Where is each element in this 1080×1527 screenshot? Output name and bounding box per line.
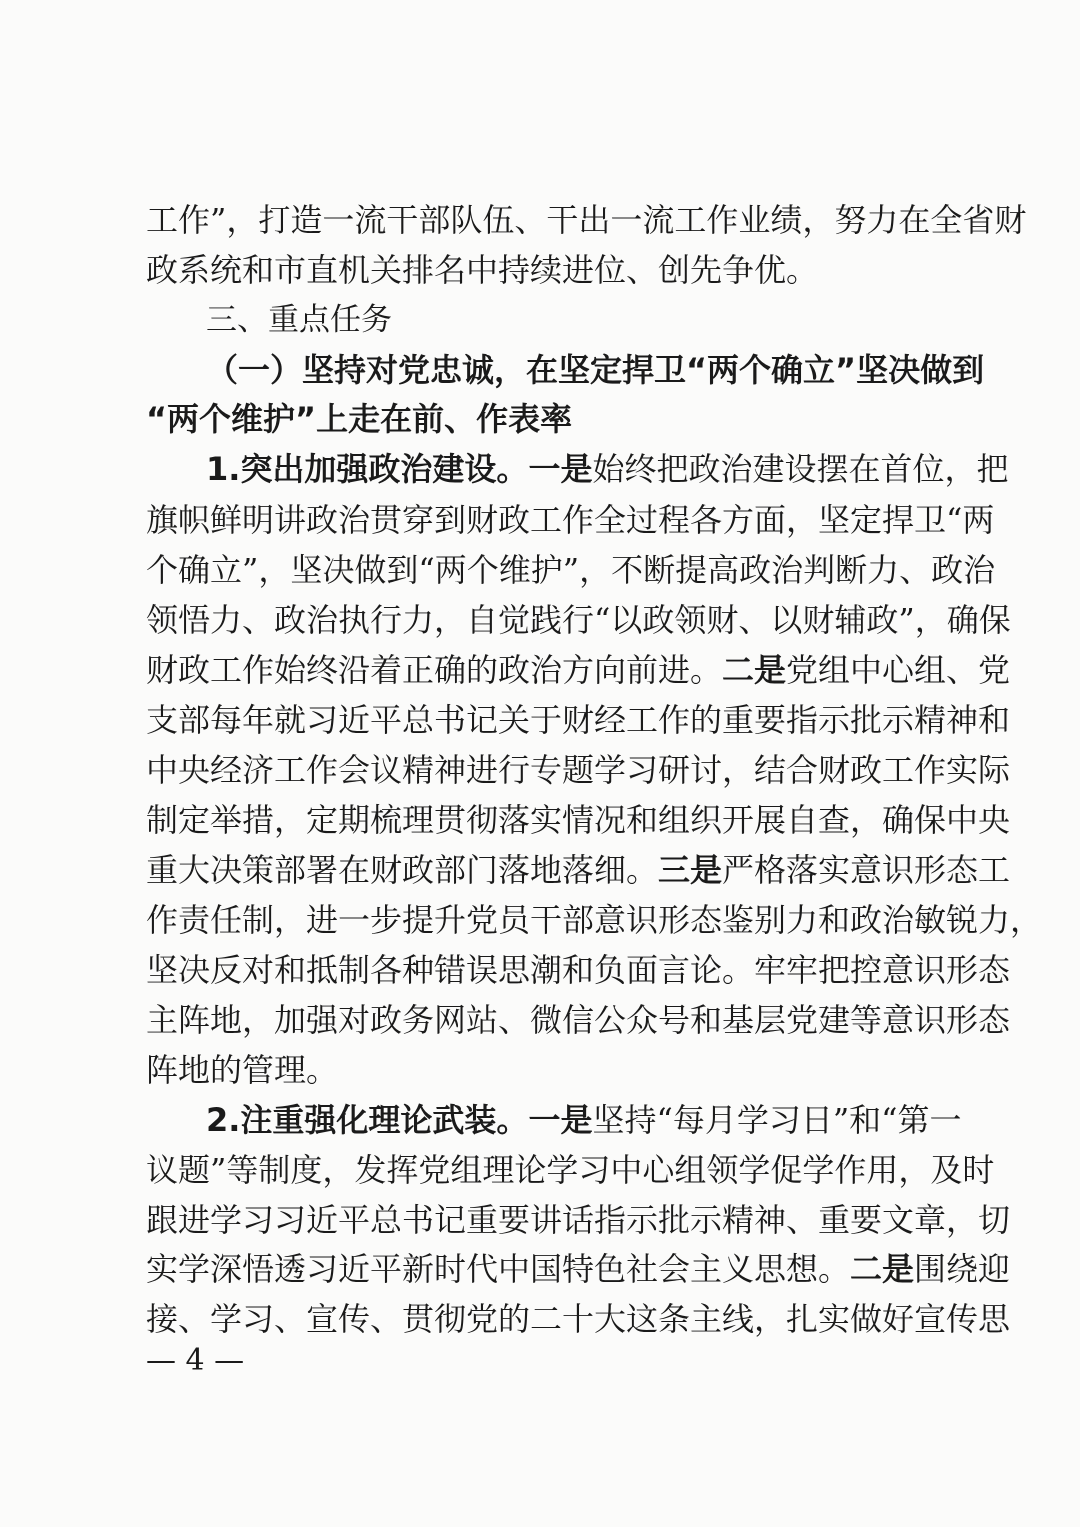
body-text: 党组中心组、党 <box>786 651 1011 689</box>
body-text: 实学深悟透习近平新时代中国特色社会主义思想。 <box>146 1250 851 1288</box>
lead-marker: 一是 <box>528 1101 593 1139</box>
item-2-title: 2.注重强化理论武装。 <box>206 1101 529 1139</box>
body-line: 跟进学习习近平总书记重要讲话指示批示精神、重要文章，切 <box>146 1201 1011 1239</box>
body-line: 接、学习、宣传、贯彻党的二十大这条主线，扎实做好宣传思 <box>146 1300 1011 1338</box>
body-line: 支部每年就习近平总书记关于财经工作的重要指示批示精神和 <box>146 701 1011 739</box>
body-text: 重大决策部署在财政部门落地落细。 <box>146 851 659 889</box>
body-line: 制定举措，定期梳理贯彻落实情况和组织开展自查，确保中央 <box>146 801 1011 839</box>
body-line: 阵地的管理。 <box>146 1051 339 1089</box>
lead-marker: 一是 <box>528 450 593 488</box>
subsection-heading: （一）坚持对党忠诚，在坚定捍卫“两个确立”坚决做到 <box>206 351 985 389</box>
body-line <box>146 650 1011 690</box>
item-2-first-line <box>206 1100 962 1140</box>
item-1-title: 1.突出加强政治建设。 <box>206 450 529 488</box>
body-line: 政系统和市直机关排名中持续进位、创先争优。 <box>146 251 819 289</box>
section-heading: 三、重点任务 <box>206 302 392 338</box>
lead-marker: 三是 <box>658 851 723 889</box>
body-text: 坚持“每月学习日”和“第一 <box>592 1101 962 1139</box>
body-line: 工作”，打造一流干部队伍、干出一流工作业绩，努力在全省财 <box>146 201 1027 239</box>
item-1-first-line <box>206 449 1009 489</box>
body-line: 坚决反对和抵制各种错误思潮和负面言论。牢牢把控意识形态 <box>146 951 1011 989</box>
body-line <box>146 1249 1011 1289</box>
body-line: 个确立”，坚决做到“两个维护”，不断提高政治判断力、政治 <box>146 551 996 589</box>
body-line: 议题”等制度，发挥党组理论学习中心组领学促学作用，及时 <box>146 1151 995 1189</box>
page-number: — 4 — <box>146 1343 245 1378</box>
body-text: 始终把政治建设摆在首位，把 <box>592 450 1009 488</box>
body-line: 主阵地，加强对政务网站、微信公众号和基层党建等意识形态 <box>146 1001 1011 1039</box>
body-line: 作责任制，进一步提升党员干部意识形态鉴别力和政治敏锐力， <box>146 901 1043 939</box>
body-text: 财政工作始终沿着正确的政治方向前进。 <box>146 651 723 689</box>
lead-marker: 二是 <box>850 1250 915 1288</box>
subsection-heading: “两个维护”上走在前、作表率 <box>146 400 573 438</box>
body-line: 旗帜鲜明讲政治贯穿到财政工作全过程各方面，坚定捍卫“两 <box>146 501 995 539</box>
body-text: 严格落实意识形态工 <box>722 851 1011 889</box>
lead-marker: 二是 <box>722 651 787 689</box>
body-line: 领悟力、政治执行力，自觉践行“以政领财、以财辅政”，确保 <box>146 601 1011 639</box>
body-text: 围绕迎 <box>914 1250 1011 1288</box>
body-line: 中央经济工作会议精神进行专题学习研讨，结合财政工作实际 <box>146 751 1011 789</box>
body-line <box>146 850 1011 890</box>
